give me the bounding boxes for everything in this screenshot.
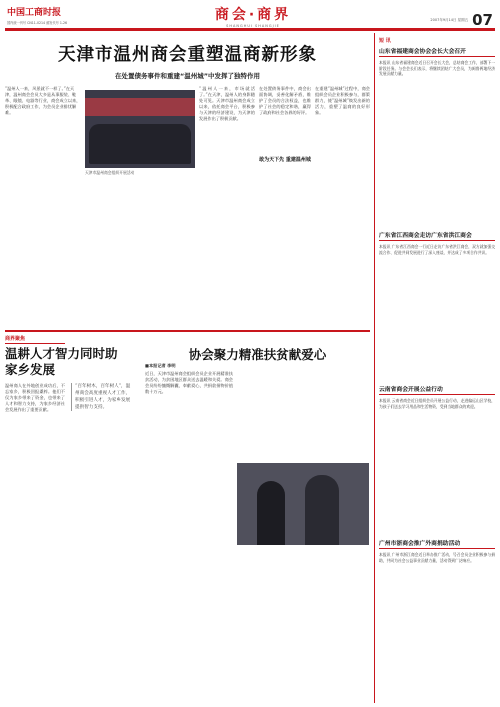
page-number: 07	[472, 11, 493, 29]
side-item	[379, 232, 495, 382]
side-item	[379, 540, 495, 690]
side-item	[379, 386, 495, 536]
photo-figure-right	[305, 475, 339, 545]
column-tag: 商界聚焦	[5, 335, 65, 344]
masthead	[5, 3, 495, 31]
photo-figure-left	[257, 481, 285, 545]
second-headline: 温耕人才智力同时助家乡发展	[5, 346, 118, 377]
masthead-left	[7, 5, 67, 25]
story-divider	[5, 330, 370, 332]
side-item	[379, 48, 495, 228]
side-column	[374, 33, 495, 703]
third-byline: ■本报记者 李明	[145, 363, 176, 368]
photo-crowd	[89, 124, 191, 164]
main-column	[5, 33, 370, 412]
issue-date: 2007年9月14日 星期五	[430, 17, 469, 22]
side-item-headline: 广东省江西商会走访广东省洪江商会	[379, 232, 495, 241]
side-item-text: 本报讯 广州市浙江商会近日举办推广活动，号召会员企业积极参与捐助，共同为社会公益事业贡献力量，活动得到广泛响应。	[379, 552, 495, 563]
side-column-tag: 短 讯	[379, 38, 391, 44]
side-item-text: 本报讯 云南省商会近日组织会员开展公益行动，走进偏远山区学校，为孩子们送去学习用品和生活物资，受到当地群众的欢迎。	[379, 398, 495, 409]
photo-banner	[85, 98, 195, 116]
third-photo	[237, 463, 369, 545]
second-pull-quote: “百年树木，百年树人”，温州商会高度重视人才工作，积极引进人才，为家乡发展提供智力支持。	[71, 383, 131, 411]
masthead-right	[430, 11, 493, 29]
lead-text-col-2: 在处置债务事件中，商会出面协调，妥善化解矛盾，维护了会员的合法权益，也维护了社会的稳定和谐，赢得了政府和社会各界的好评。	[259, 86, 311, 115]
lead-subhead: 在处置债务事件和重建“温州城”中发挥了独特作用	[114, 72, 261, 80]
lead-text-col-1: “温州人一来，市场就活了。”在天津，温州人的身影随处可见。天津市温州商会成立以来，依托商会平台，积极参与天津的经济建设，为天津的发展作出了积极贡献。	[199, 86, 255, 121]
lead-sidebar-quote: “温州人一来，风景就不一样了。”在天津，温州商会会员大多是从事服装、鞋革、眼镜、电器等行业，商会成立以来，积极配合政府工作，为会员企业排忧解难。	[5, 86, 81, 115]
lead-subsection-title: 敢为天下先 重建温州城	[259, 157, 311, 163]
section-header	[193, 4, 313, 28]
side-item-text: 本报讯 广东省江西商会一行近日走访广东省洪江商会，双方就加强交流合作、促进共同发展进行了深入座谈，并达成了多项合作共识。	[379, 244, 495, 255]
lead-headline: 天津市温州商会重塑温商新形象	[58, 45, 317, 65]
side-item-headline: 广州市浙商会推广外商捐助活动	[379, 540, 495, 549]
paper-info: 国内统一刊号 CN11-0214 邮发代号 1-26	[7, 21, 68, 25]
section-subtitle: SHANGHUI SHANGJIE	[226, 24, 280, 28]
third-headline: 协会聚力精准扶贫献爱心	[188, 347, 327, 362]
third-story-text: 近日，天津市温州商会组织会员企业开展精准扶贫活动，为贫困地区群众送去温暖和关爱。商会会员纷纷慷慨解囊，奉献爱心，共捐款捐物价值数十万元。	[145, 371, 233, 394]
side-item-text: 本报讯 山东省福建商会近日召开会长大会，总结商会工作，部署下一阶段任务。与会会长们表示，将继续团结广大会员，为闽鲁两地经济发展贡献力量。	[379, 60, 495, 77]
lead-story-body	[5, 86, 370, 291]
lead-photo-caption: 天津市温州商会组织开展活动	[85, 170, 135, 175]
lead-photo	[85, 90, 195, 168]
side-item-headline: 云南省商会开展公益行动	[379, 386, 495, 395]
second-story-text: 温州商人在外地创业成功后，不忘家乡，积极回报桑梓。他们不仅为家乡带来了资金，也带来了人才和智力支持，为家乡经济社会发展作出了重要贡献。	[5, 383, 65, 412]
paper-name: 中国工商时报	[7, 8, 62, 18]
section-title: 商会·商界	[214, 7, 292, 23]
lead-text-col-3: 在重建“温州城”过程中，商会组织会员企业积极参与，群策群力，使“温州城”焕发出新的活力，重塑了温商的良好形象。	[315, 86, 370, 115]
side-item-headline: 山东省福建商会协会会长大会召开	[379, 48, 495, 57]
